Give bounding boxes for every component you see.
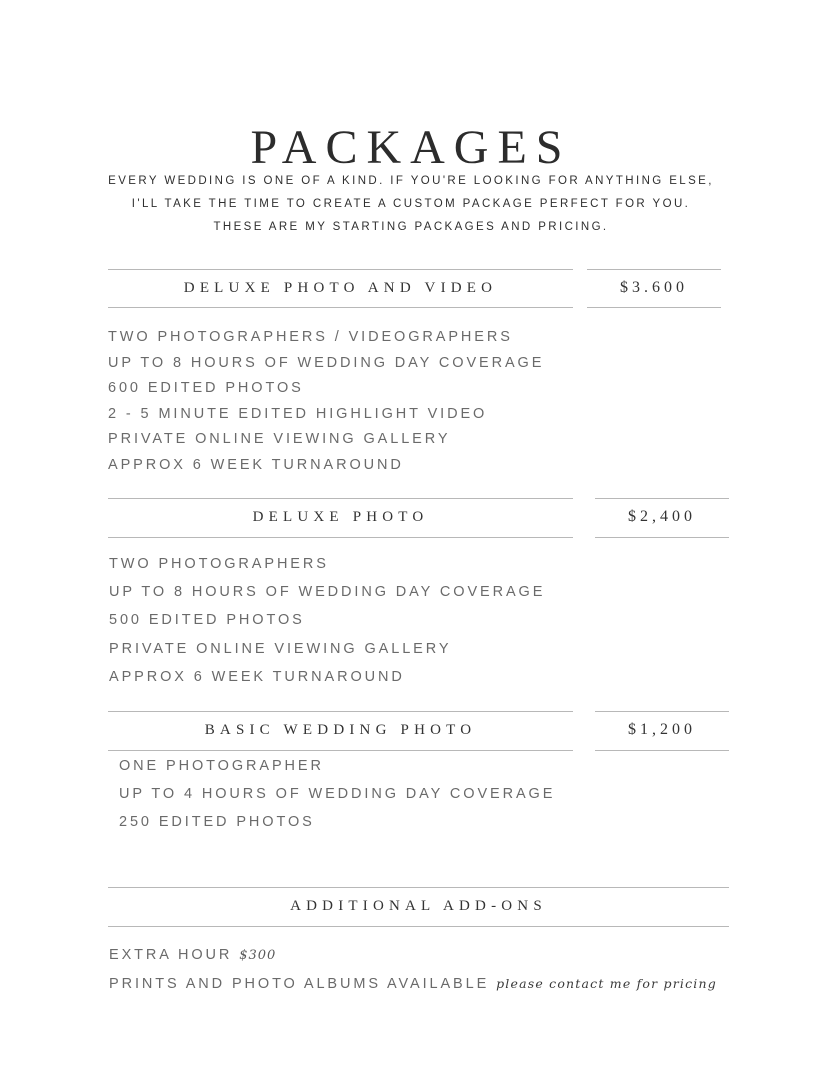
package-name: DELUXE PHOTO (252, 509, 429, 525)
divider (108, 307, 573, 308)
divider (595, 750, 729, 751)
feature-list (109, 550, 545, 691)
list-item: 600 EDITED PHOTOS (108, 380, 304, 397)
divider (587, 307, 721, 308)
list-item: APPROX 6 WEEK TURNAROUND (109, 668, 405, 685)
list-item: 2 - 5 MINUTE EDITED HIGHLIGHT VIDEO (108, 405, 488, 422)
addons-heading: ADDITIONAL ADD-ONS (290, 898, 547, 914)
extra-hour-price: $300 (239, 948, 277, 963)
list-item: TWO PHOTOGRAPHERS / VIDEOGRAPHERS (108, 329, 513, 345)
addons-list (109, 941, 717, 998)
extra-hour-label: EXTRA HOUR (109, 947, 233, 963)
divider (587, 269, 721, 270)
feature-list (108, 325, 544, 479)
list-item (109, 970, 717, 999)
list-item: UP TO 8 HOURS OF WEDDING DAY COVERAGE (108, 354, 545, 371)
intro-text (60, 170, 762, 239)
list-item: 500 EDITED PHOTOS (109, 612, 305, 629)
divider (595, 498, 729, 499)
list-item: UP TO 8 HOURS OF WEDDING DAY COVERAGE (109, 584, 546, 601)
divider (108, 750, 573, 751)
list-item (109, 941, 717, 970)
list-item: PRIVATE ONLINE VIEWING GALLERY (108, 431, 451, 448)
divider (595, 711, 729, 712)
package-price: $1,200 (628, 721, 696, 738)
package-name: BASIC WEDDING PHOTO (204, 722, 477, 738)
package-name: DELUXE PHOTO AND VIDEO (183, 280, 498, 296)
list-item: 250 EDITED PHOTOS (119, 814, 315, 830)
list-item: ONE PHOTOGRAPHER (119, 758, 324, 774)
divider (108, 887, 729, 888)
divider (108, 498, 573, 499)
divider (108, 537, 573, 538)
list-item: PRIVATE ONLINE VIEWING GALLERY (109, 640, 452, 657)
intro-line: EVERY WEDDING IS ONE OF A KIND. IF YOU'RE LOOKING FOR ANYTHING ELSE, (108, 175, 714, 187)
list-item: TWO PHOTOGRAPHERS (109, 556, 329, 572)
list-item: APPROX 6 WEEK TURNAROUND (108, 456, 404, 473)
feature-list (119, 752, 555, 836)
divider (108, 711, 573, 712)
list-item: UP TO 4 HOURS OF WEDDING DAY COVERAGE (119, 786, 556, 802)
package-price: $2,400 (628, 508, 696, 525)
prints-note: please contact me for pricing (496, 975, 717, 991)
intro-line: THESE ARE MY STARTING PACKAGES AND PRICING. (213, 221, 609, 233)
page-title: PACKAGES (250, 121, 572, 175)
divider (108, 926, 729, 927)
package-price: $3.600 (620, 279, 688, 296)
intro-line: I'LL TAKE THE TIME TO CREATE A CUSTOM PACKAGE PERFECT FOR YOU. (131, 198, 691, 210)
divider (108, 269, 573, 270)
prints-label: PRINTS AND PHOTO ALBUMS AVAILABLE (109, 975, 490, 992)
divider (595, 537, 729, 538)
